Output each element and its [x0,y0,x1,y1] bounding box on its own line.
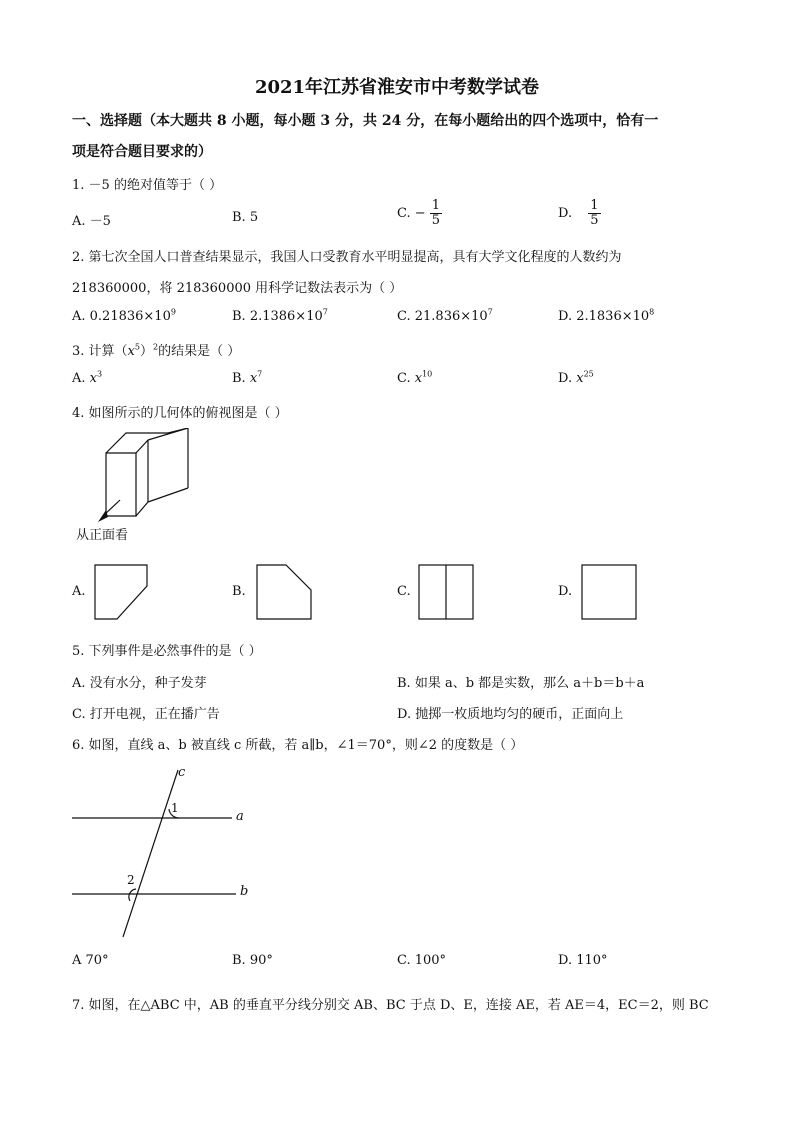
line-c [123,770,178,937]
q6-option-c: C. 100° [397,953,447,968]
q2-option-d: D. $2.1836\times 10^8$ [558,307,655,324]
q1-option-c [397,199,442,228]
q3-option-d: D. $x^{25}$ [558,369,594,386]
q1-option-b: B. 5 [232,210,259,225]
q4-option-d-shape [581,564,637,620]
q5-option-d: D. 抛掷一枚质地均匀的硬币，正面向上 [397,707,624,722]
q1-option-a: A. －5 [72,214,111,229]
page-title: 2021年江苏省淮安市中考数学试卷 [254,77,540,98]
q4-option-d-label: D. [558,584,573,599]
q6-label-a: a [236,809,244,824]
q5-option-c: C. 打开电视，正在播广告 [72,707,220,722]
section-header-line2: 项是符合题目要求的） [72,144,212,160]
q6-option-b: B. 90° [232,953,273,968]
q4-solid-figure [70,428,200,528]
section-header-line1: 一、选择题（本大题共 8 小题，每小题 3 分，共 24 分，在每小题给出的四个选项中，恰有一 [72,113,659,129]
q6-label-c: c [178,765,186,780]
q1-option-d-fraction [588,199,600,228]
q2-option-c: C. $21.836\times 10^7$ [397,307,493,324]
q1-d-numerator: 1 [590,198,599,213]
question-2-stem-line2: 218360000，将 218360000 用科学记数法表示为（ ） [72,281,403,296]
q1-c-numerator: 1 [431,198,441,213]
q1-c-denominator: 5 [431,213,441,228]
q2-option-b: B. $2.1386\times 10^7$ [232,307,328,324]
question-3-stem: 3. 计算$(x^5)^2$的结果是（ ） [72,342,241,359]
q1-option-c-prefix: C. − [397,206,426,221]
q2-option-a: A. $0.21836\times 10^9$ [72,307,176,324]
q6-parallel-lines-figure [68,765,268,945]
q1-option-d [558,199,601,228]
q1-option-c-fraction [430,199,442,228]
question-1-stem: 1. －5 的绝对值等于（ ） [72,178,223,193]
q6-label-angle-1: 1 [171,801,179,815]
question-4-stem: 4. 如图所示的几何体的俯视图是（ ） [72,406,288,421]
q6-label-angle-2: 2 [127,873,135,887]
q5-option-b: B. 如果 a、b 都是实数，那么 a＋b＝b＋a [397,676,645,691]
q6-option-d: D. 110° [558,953,608,968]
q3-option-a: A. $x^3$ [72,369,103,386]
q4-option-a-label: A. [72,584,86,599]
q4-option-c-label: C. [397,584,411,599]
question-6-stem: 6. 如图，直线 a、b 被直线 c 所截，若 a∥b，∠1＝70°，则∠2 的度数是（ ） [72,738,524,753]
q4-option-b-label: B. [232,584,246,599]
q4-view-label: 从正面看 [76,528,129,543]
question-2-stem-line1: 2. 第七次全国人口普查结果显示，我国人口受教育水平明显提高，具有大学文化程度的人数约为 [72,250,622,265]
q4-option-c-shape [418,564,474,620]
view-arrow-icon [98,510,108,522]
question-5-stem: 5. 下列事件是必然事件的是（ ） [72,644,262,659]
q6-option-a: A 70° [72,953,109,968]
q1-d-denominator: 5 [590,213,599,228]
q1-option-d-prefix: D. [558,206,573,221]
question-7-stem: 7. 如图，在△ABC 中，AB 的垂直平分线分别交 AB、BC 于点 D、E，连接 AE，若 AE＝4，EC＝2，则 BC [72,998,709,1013]
q6-label-b: b [240,884,249,899]
q4-option-a-shape [94,564,148,620]
q5-option-a: A. 没有水分，种子发芽 [72,676,207,691]
q4-option-b-shape [256,564,312,620]
q3-option-c: C. $x^{10}$ [397,369,433,386]
q3-option-b: B. $x^7$ [232,369,263,386]
